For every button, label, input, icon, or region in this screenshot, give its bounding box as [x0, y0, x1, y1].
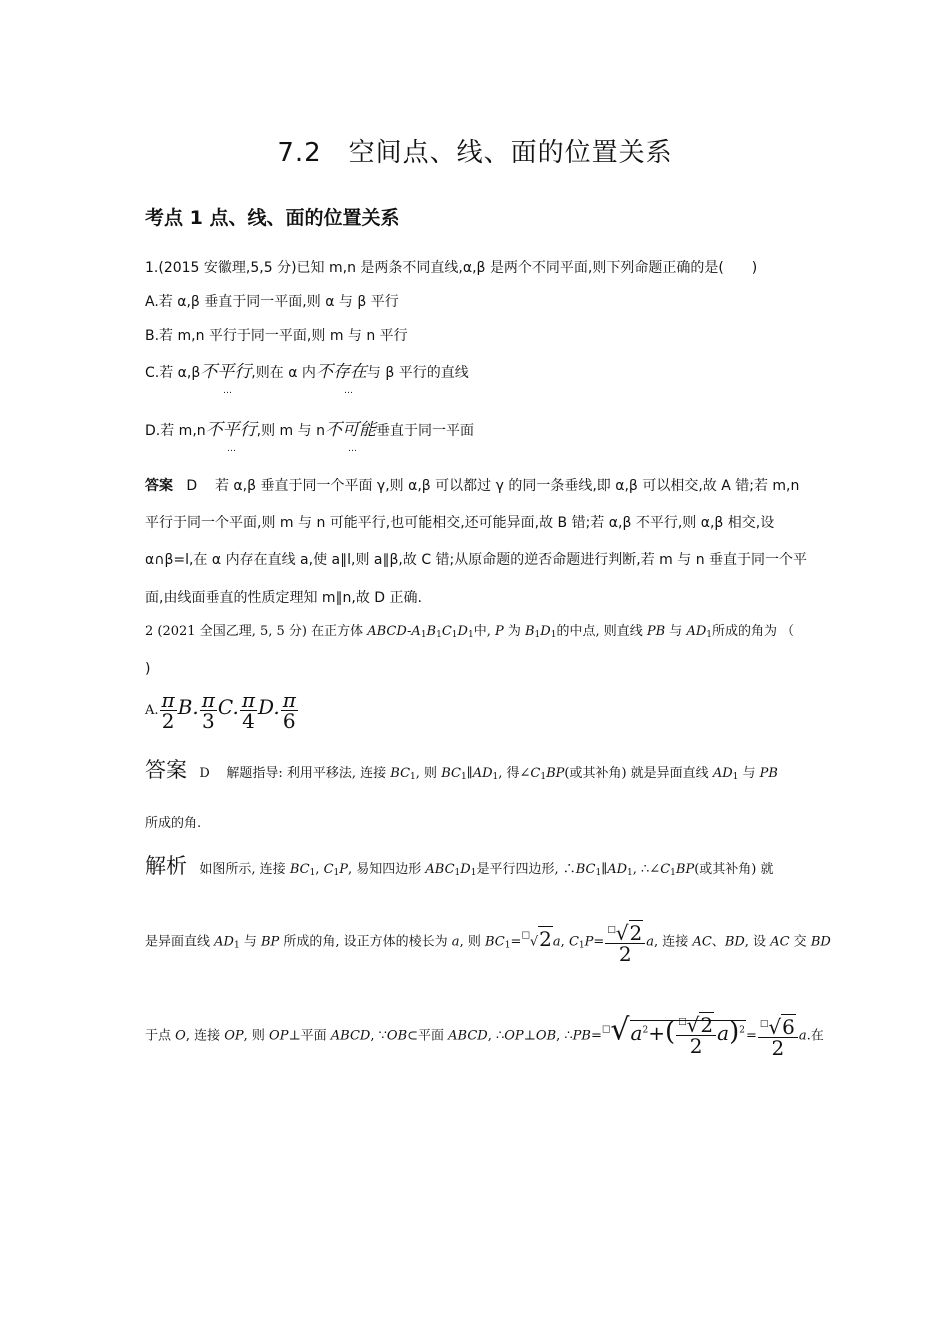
- solution-label: 解析: [145, 854, 187, 878]
- emphasis-dots: …: [227, 444, 237, 454]
- q2-stem-close: ): [145, 661, 151, 677]
- q1-option-a: A.若 α,β 垂直于同一平面,则 α 与 β 平行: [145, 294, 399, 310]
- emphasis-dots: …: [223, 386, 233, 396]
- q2-answer-line1: 答案 D 解题指导: 利用平移法, 连接 $BC_1$, 则 $BC_1\parallel AD_1$, 得$\angle C_1BP$(或其补角) 就是异面直线 $AD_1$ 与 PB: [145, 758, 778, 782]
- q2-stem: 2 (2021 全国乙理, 5, 5 分) 在正方体 ABCD-$A_1B_1C_1D_1$中, P 为 $B_1D_1$的中点, 则直线 PB 与 $AD_1$所成的角为 （: [145, 624, 795, 640]
- q1-option-c-part2: ,则在 α 内: [251, 365, 316, 381]
- q1-option-c-emph1: 不平行: [200, 362, 252, 382]
- q1-option-b: B.若 m,n 平行于同一平面,则 m 与 n 平行: [145, 328, 408, 344]
- q1-stem: 1.(2015 安徽理,5,5 分)已知 m,n 是两条不同直线,α,β 是两个不同平面,则下列命题正确的是( ): [145, 260, 758, 276]
- q1-option-c-part1: C.若 α,β: [145, 365, 201, 381]
- q2-solution-line1: 解析 如图所示, 连接 $BC_1$, $C_1P$, 易知四边形 $ABC_1D_1$是平行四边形, $\therefore BC_1\parallel AD_1$, $\therefore\angle C_1BP$(或其补角) 就: [145, 854, 774, 878]
- q1-option-d-part3: 垂直于同一平面: [375, 423, 474, 439]
- q1-option-d: [145, 420, 474, 441]
- q1-answer-line1: [145, 476, 799, 496]
- q1-option-c: [145, 362, 469, 383]
- q2-options: A. $\frac{\pi}{2}$ B. $\frac{\pi}{3}$ C. $\frac{\pi}{4}$ D. $\frac{\pi}{6}$: [145, 688, 296, 733]
- answer-letter: D: [186, 478, 198, 494]
- answer-label: 答案: [145, 478, 173, 494]
- q1-option-d-emph1: 不平行: [205, 420, 257, 440]
- q2-solution-line2: 是异面直线 $AD_1$ 与 BP 所成的角, 设正方体的棱长为 a, 则 $BC_1=^□√2a$, $C_1P=$ $\frac{^□√2}{2}$ a, 连接 AC、BD, 设 AC 交 BD: [145, 921, 831, 966]
- q1-answer-line4: 面,由线面垂直的性质定理知 m∥n,故 D 正确.: [145, 590, 422, 606]
- q1-option-c-part3: 与 β 平行的直线: [366, 365, 469, 381]
- emphasis-dots: …: [348, 444, 358, 454]
- q1-option-d-part2: ,则 m 与 n: [256, 423, 325, 439]
- q1-option-d-part1: D.若 m,n: [145, 423, 206, 439]
- section-heading: 考点 1 点、线、面的位置关系: [145, 207, 400, 229]
- q2-solution-line3: 于点 O, 连接 OP, 则 OP⊥平面 ABCD, ∵OB⊂平面 ABCD, ∴OP⊥OB, $\therefore PB=^□√a^2+$( $\frac{^□√2}{2}$ a)$^2$= $\frac{^□√6}{2}$ a.在: [145, 1012, 824, 1060]
- q1-answer-line3: α∩β=l,在 α 内存在直线 a,使 a∥l,则 a∥β,故 C 错;从原命题的逆否命题进行判断,若 m 与 n 垂直于同一个平: [145, 552, 808, 568]
- page-title: 7.2 空间点、线、面的位置关系: [277, 138, 673, 168]
- q1-option-c-emph2: 不存在: [315, 362, 367, 382]
- emphasis-dots: …: [344, 386, 354, 396]
- q1-option-d-emph2: 不可能: [324, 420, 376, 440]
- answer-text: 若 α,β 垂直于同一个平面 γ,则 α,β 可以都过 γ 的同一条垂线,即 α,β 可以相交,故 A 错;若 m,n: [214, 478, 800, 494]
- q1-answer-line2: 平行于同一个平面,则 m 与 n 可能平行,也可能相交,还可能异面,故 B 错;若 α,β 不平行,则 α,β 相交,设: [145, 515, 775, 531]
- answer-label: 答案: [145, 758, 187, 782]
- q2-answer-line2: 所成的角.: [145, 816, 202, 831]
